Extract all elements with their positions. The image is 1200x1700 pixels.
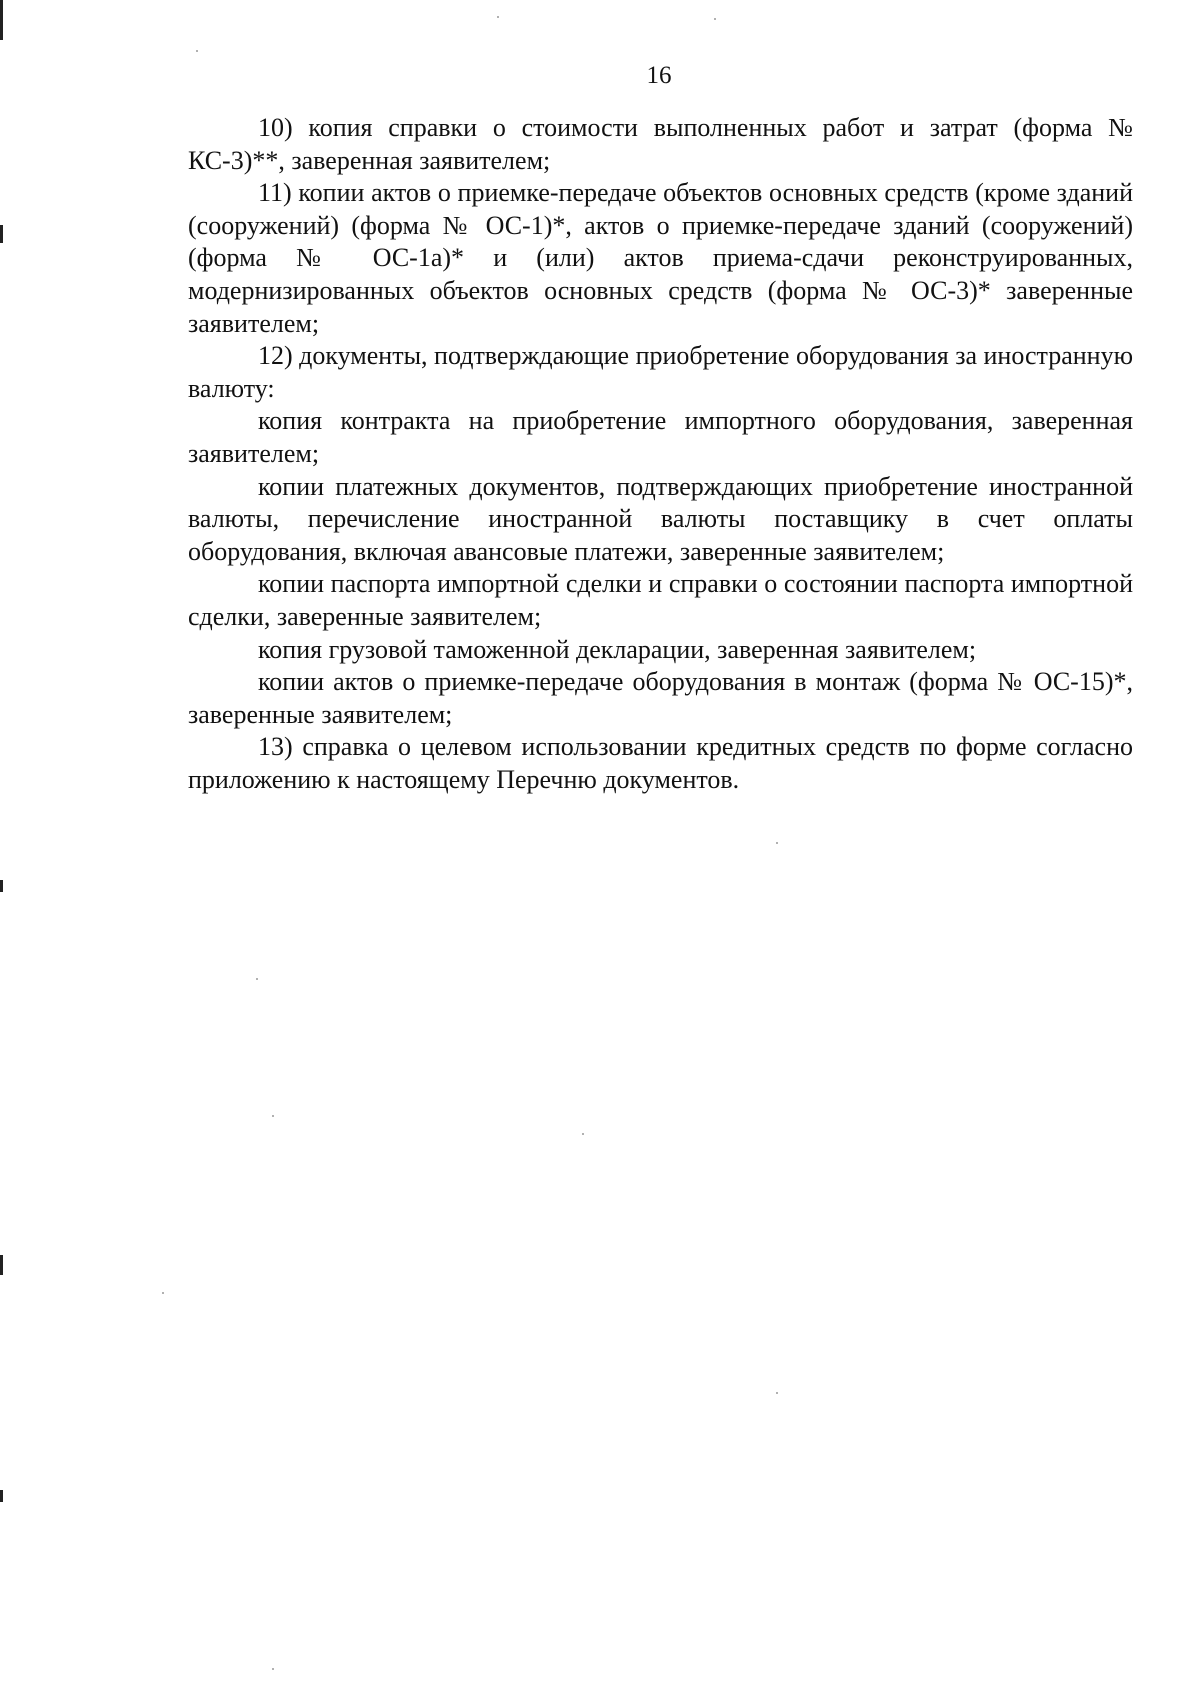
sub-item-contract-copy: копия контракта на приобретение импортного оборудования, заверенная заявителем; — [188, 406, 1133, 468]
scan-speck — [714, 18, 716, 20]
scan-speck — [497, 16, 499, 18]
scan-edge-mark — [0, 0, 3, 40]
scan-speck — [196, 50, 198, 52]
sub-item-import-passport: копии паспорта импортной сделки и справки о состоянии паспорта импортной сделки, заверенные заявителем; — [188, 569, 1133, 631]
scan-speck — [162, 1292, 164, 1294]
document-body — [188, 112, 1133, 796]
sub-item-customs-declaration: копия грузовой таможенной декларации, заверенная заявителем; — [258, 634, 977, 664]
scan-edge-mark — [0, 880, 3, 892]
list-item-11: 11) копии актов о приемке-передаче объектов основных средств (кроме зданий (сооружений) (форма № ОС-1)*, актов о приемке-передаче зданий (сооружений) (форма № ОС-1а)* и (или) актов приема-сдачи реконструированных, модернизированных объектов основных средств (форма № ОС-3)* заверенные заявителем; — [188, 178, 1133, 338]
list-item-13: 13) справка о целевом использовании кредитных средств по форме согласно приложению к настоящему Перечню документов. — [188, 732, 1133, 794]
scan-speck — [272, 1115, 274, 1117]
scan-edge-mark — [0, 1255, 3, 1275]
scan-speck — [776, 842, 778, 844]
sub-item-payment-documents: копии платежных документов, подтверждающих приобретение иностранной валюты, перечисление иностранной валюты поставщику в счет оплаты оборудования, включая авансовые платежи, заверенные заявителем; — [188, 471, 1133, 566]
scan-speck — [256, 978, 258, 980]
list-item-10: 10) копия справки о стоимости выполненных работ и затрат (форма № КС-3)**, заверенная заявителем; — [188, 113, 1133, 175]
list-item-12: 12) документы, подтверждающие приобретение оборудования за иностранную валюту: — [188, 341, 1133, 403]
scan-edge-mark — [0, 225, 3, 243]
scan-speck — [272, 1668, 274, 1670]
scan-speck — [582, 1133, 584, 1135]
scan-edge-mark — [0, 1490, 3, 1502]
page-number: 16 — [646, 62, 672, 89]
scan-speck — [776, 1392, 778, 1394]
sub-item-installation-acts: копии актов о приемке-передаче оборудования в монтаж (форма № ОС-15)*, заверенные заявителем; — [188, 667, 1133, 729]
